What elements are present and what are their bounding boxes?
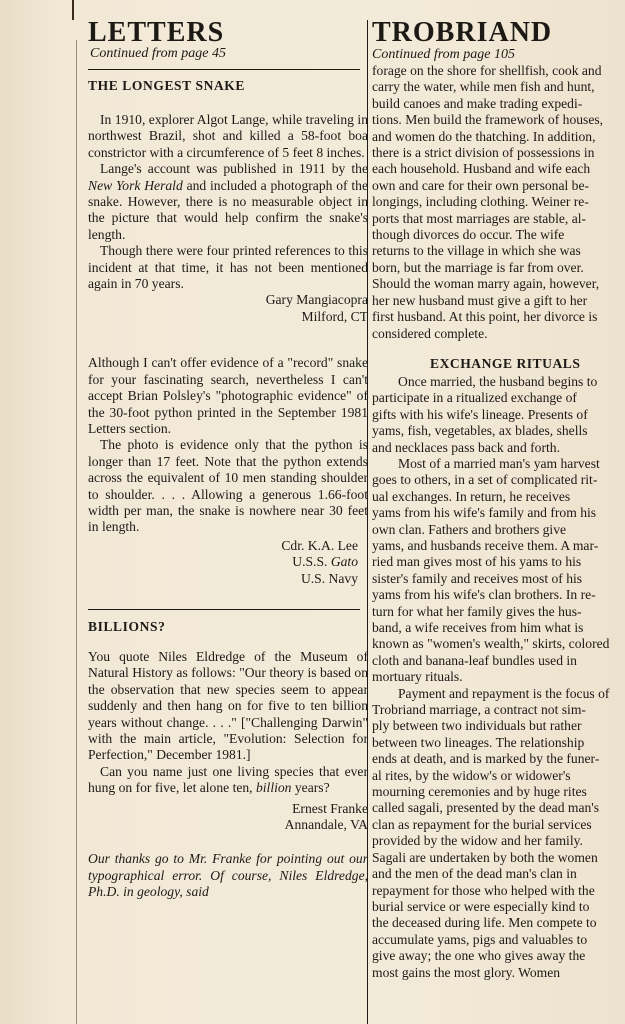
section-title-billions: BILLIONS? (88, 618, 166, 634)
article-line: ried man gives most of his yams to his (372, 554, 582, 570)
letter-paragraph: Though there were four printed references to this incident at that time, it has not been mentioned again in 70 years. (88, 243, 368, 292)
article-line: first husband. At this point, her divorce is (372, 309, 598, 325)
trobriand-header-title: TROBRIAND (372, 17, 553, 48)
signature-name: Ernest Franke (292, 800, 368, 816)
article-line: returns to the village in which she was (372, 243, 581, 259)
article-body-part-3 (372, 456, 625, 686)
article-line: ends at death, and is marked by the funer- (372, 751, 600, 767)
letter-paragraph: The photo is evidence only that the python is longer than 17 feet. Note that the python extends across the equivalent of 10 men standing shoulder to shoulder. . . . Allowing a generous 1.66-foot width per man, the snake is nowhere near 30 feet in length. (88, 437, 368, 535)
article-body-part-2 (372, 374, 625, 456)
article-line: turn for what her family gives the hus- (372, 603, 582, 619)
letter-paragraph: Can you name just one living species that ever hung on for five, let alone ten, billion years? (88, 763, 368, 796)
divider (88, 609, 360, 610)
article-line: band, a wife receives from him what is (372, 620, 584, 635)
article-line: the deceased during life. Men compete to (372, 915, 597, 931)
article-line: considered complete. (372, 325, 488, 341)
article-line: forage on the shore for shellfish, cook and (372, 63, 602, 78)
letter-paragraph: You quote Niles Eldredge of the Museum of Natural History as follows: "Our theory is based on the observation that new species seem to appear suddenly and then hang on for five to ten billion years without change. . . ." ["Challenging Darwin" with the main article, "Evolution: Selection for Perfection," December 1981.] (88, 648, 368, 763)
page-edge-mark (72, 0, 74, 20)
signature-place: Annandale, VA (284, 817, 368, 833)
signature-name: Gary Mangiacopra (265, 292, 368, 308)
article-line: ual exchanges. In return, he receives (372, 488, 571, 504)
article-line: yams from his wife's family and from his (372, 505, 597, 521)
signature-place: Milford, CT (301, 308, 368, 324)
article-line: carry the water, while men fish and hunt, (372, 79, 595, 95)
article-line: most gains the most glory. Women (372, 964, 561, 980)
article-line: accumulate yams, pigs and valuables to (372, 931, 588, 947)
article-line: her new husband must give a gift to her (372, 292, 588, 308)
article-line: Sagali are undertaken by both the women (372, 849, 598, 865)
article-line: give away; the one who gives away the (372, 948, 586, 964)
article-line: known as "women's wealth," skirts, colored (372, 636, 610, 652)
article-line: build canoes and make trading expedi- (372, 95, 583, 111)
article-line: ply between two individuals but rather (372, 718, 582, 734)
article-line: Most of a married man's yam harvest (398, 455, 600, 471)
trobriand-column (372, 18, 625, 981)
article-line: goes to others, in a set of complicated rit- (372, 472, 598, 488)
article-line: own clan. Fathers and brothers give (372, 521, 567, 537)
article-line: born, but the marriage is far from over. (372, 259, 584, 275)
article-line: between two lineages. The relationship (372, 734, 585, 750)
article-line: Trobriand marriage, a contract not sim- (372, 702, 586, 718)
divider (88, 69, 360, 70)
signature-name: Cdr. K.A. Lee (281, 537, 358, 553)
article-line: cloth and banana-leaf bundles used in (372, 652, 577, 668)
article-line: yams, and husbands receive them. A mar- (372, 537, 599, 553)
section-title-exchange-rituals: EXCHANGE RITUALS (430, 355, 581, 371)
article-line: own and care for their own personal be- (372, 177, 590, 193)
letters-column (88, 18, 368, 901)
article-line: burial service or were especially kind to (372, 898, 590, 914)
article-line: ports that most marriages are stable, al- (372, 210, 587, 226)
article-line: Once married, the husband begins to (398, 373, 598, 389)
article-line: al rites, by the widow's or widower's (372, 767, 571, 783)
article-line: participate in a ritualized exchange of (372, 390, 577, 406)
article-line: Payment and repayment is the focus of (398, 685, 610, 701)
letter-paragraph: Although I can't offer evidence of a "record" snake for your fascinating search, nevertheless I can't accept Brian Polsley's "photographic evidence" of the 30-foot python printed in the September 1981 Letters section. (88, 355, 368, 436)
article-line: mourning ceremonies and by huge rites (372, 784, 587, 800)
article-line: provided by the widow and her family. (372, 833, 583, 849)
signature-org: U.S. Navy (300, 570, 358, 586)
letters-continued-line: Continued from page 45 (90, 46, 226, 61)
article-line: yams, fish, vegetables, ax blades, shells (372, 423, 588, 439)
article-body-part-1 (372, 63, 625, 342)
article-line: Should the woman marry again, however, (372, 276, 600, 292)
article-line: and the men of the dead man's clan in (372, 866, 577, 882)
article-line: each household. Husband and wife each (372, 161, 591, 177)
article-line: clan as repayment for the burial services (372, 816, 592, 832)
trobriand-continued-line: Continued from page 105 (372, 47, 515, 62)
article-body-part-4 (372, 686, 625, 981)
article-line: sister's family and receives most of his (372, 570, 583, 586)
article-line: there is a strict division of possessions in (372, 145, 595, 161)
article-line: though divorces do occur. The wife (372, 227, 565, 243)
letter-paragraph: Lange's account was published in 1911 by the New York Herald and included a photograph of the snake. However, there is no measurable object in the picture that would help confirm the snake's length. (88, 161, 368, 242)
article-line: mortuary rituals. (372, 669, 463, 685)
article-line: and necklaces pass back and forth. (372, 439, 560, 455)
letter-paragraph: In 1910, explorer Algot Lange, while traveling in northwest Brazil, shot and killed a 58-foot boa constrictor with a circumference of 5 feet 8 inches. (88, 112, 368, 160)
article-line: repayment for those who helped with the (372, 882, 595, 898)
editor-note: Our thanks go to Mr. Franke for pointing out our typographical error. Of course, Niles Eldredge, Ph.D. in geology, said (88, 851, 368, 900)
article-line: longings, including clothing. Weiner re- (372, 194, 589, 210)
section-title-longest-snake: THE LONGEST SNAKE (88, 78, 245, 93)
article-line: gifts with his wife's lineage. Presents of (372, 406, 588, 422)
article-line: and women do the thatching. In addition, (372, 128, 596, 144)
signature-ship: U.S.S. Gato (292, 554, 358, 570)
letters-header-title: LETTERS (88, 17, 225, 48)
article-line: tions. Men build the framework of houses, (372, 112, 604, 128)
column-rule-left (76, 40, 77, 1024)
article-line: called sagali, presented by the dead man's (372, 800, 600, 816)
article-line: yams from his wife's clan brothers. In re- (372, 587, 596, 603)
